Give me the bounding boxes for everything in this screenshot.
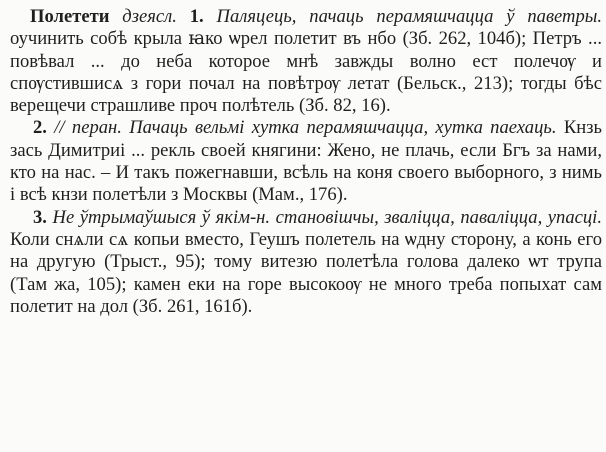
- sense-citations: Коли снѧли сѧ копьи вместо, Геушъ полетель на ѡдну сторону, а конь его на другую (Трыст., 95); тому витезю полетѣла голова далеко ѡт трупа (Там жа, 105); камен еки на горе высокоѹ не много треба попыхат сам полетит на дол (Зб. 261, 161б).: [10, 228, 602, 317]
- headword: Полетети: [30, 6, 110, 27]
- entry-sense-1: [10, 6, 602, 117]
- part-of-speech: дзеясл.: [122, 6, 177, 27]
- sense-definition: Паляцець, пачаць перамяшчацца ў паветры.: [216, 6, 602, 27]
- dictionary-entry-text: [10, 6, 602, 318]
- sense-citations: Кнзь зась Димитриі ... рекль своей княгини: Жено, не плачь, если Бгъ за нами, кто на нас. – И такъ пожегнавши, всѣль на коня своего выборного, з нимь і всѣ кнзи полетѣли з Москвы (Мам., 176).: [10, 117, 602, 206]
- sense-number: 3.: [33, 206, 47, 228]
- sense-number: 2.: [33, 117, 47, 139]
- entry-sense-3: [10, 207, 602, 318]
- sense-definition: // перан. Пачаць вельмі хутка перамяшчацца, хутка паехаць.: [54, 117, 557, 139]
- sense-citations: оучинить собѣ крыла ꙗко ѡрел полетит въ нбо (Зб. 262, 104б); Петръ ... повѣвал ... до неба которое мнѣ завжды волно ест полечѹ и спѹстившисѧ з гори почал на повѣтрѹ летат (Бельск., 213); тогды бѣс верещечи страшливе проч полѣтель (Зб. 82, 16).: [10, 28, 602, 117]
- sense-definition: Не ўтрымаўшыся ў якім-н. становішчы, зваліцца, паваліцца, упасці.: [52, 206, 602, 228]
- sense-number: 1.: [189, 6, 204, 27]
- entry-sense-2: [10, 117, 602, 206]
